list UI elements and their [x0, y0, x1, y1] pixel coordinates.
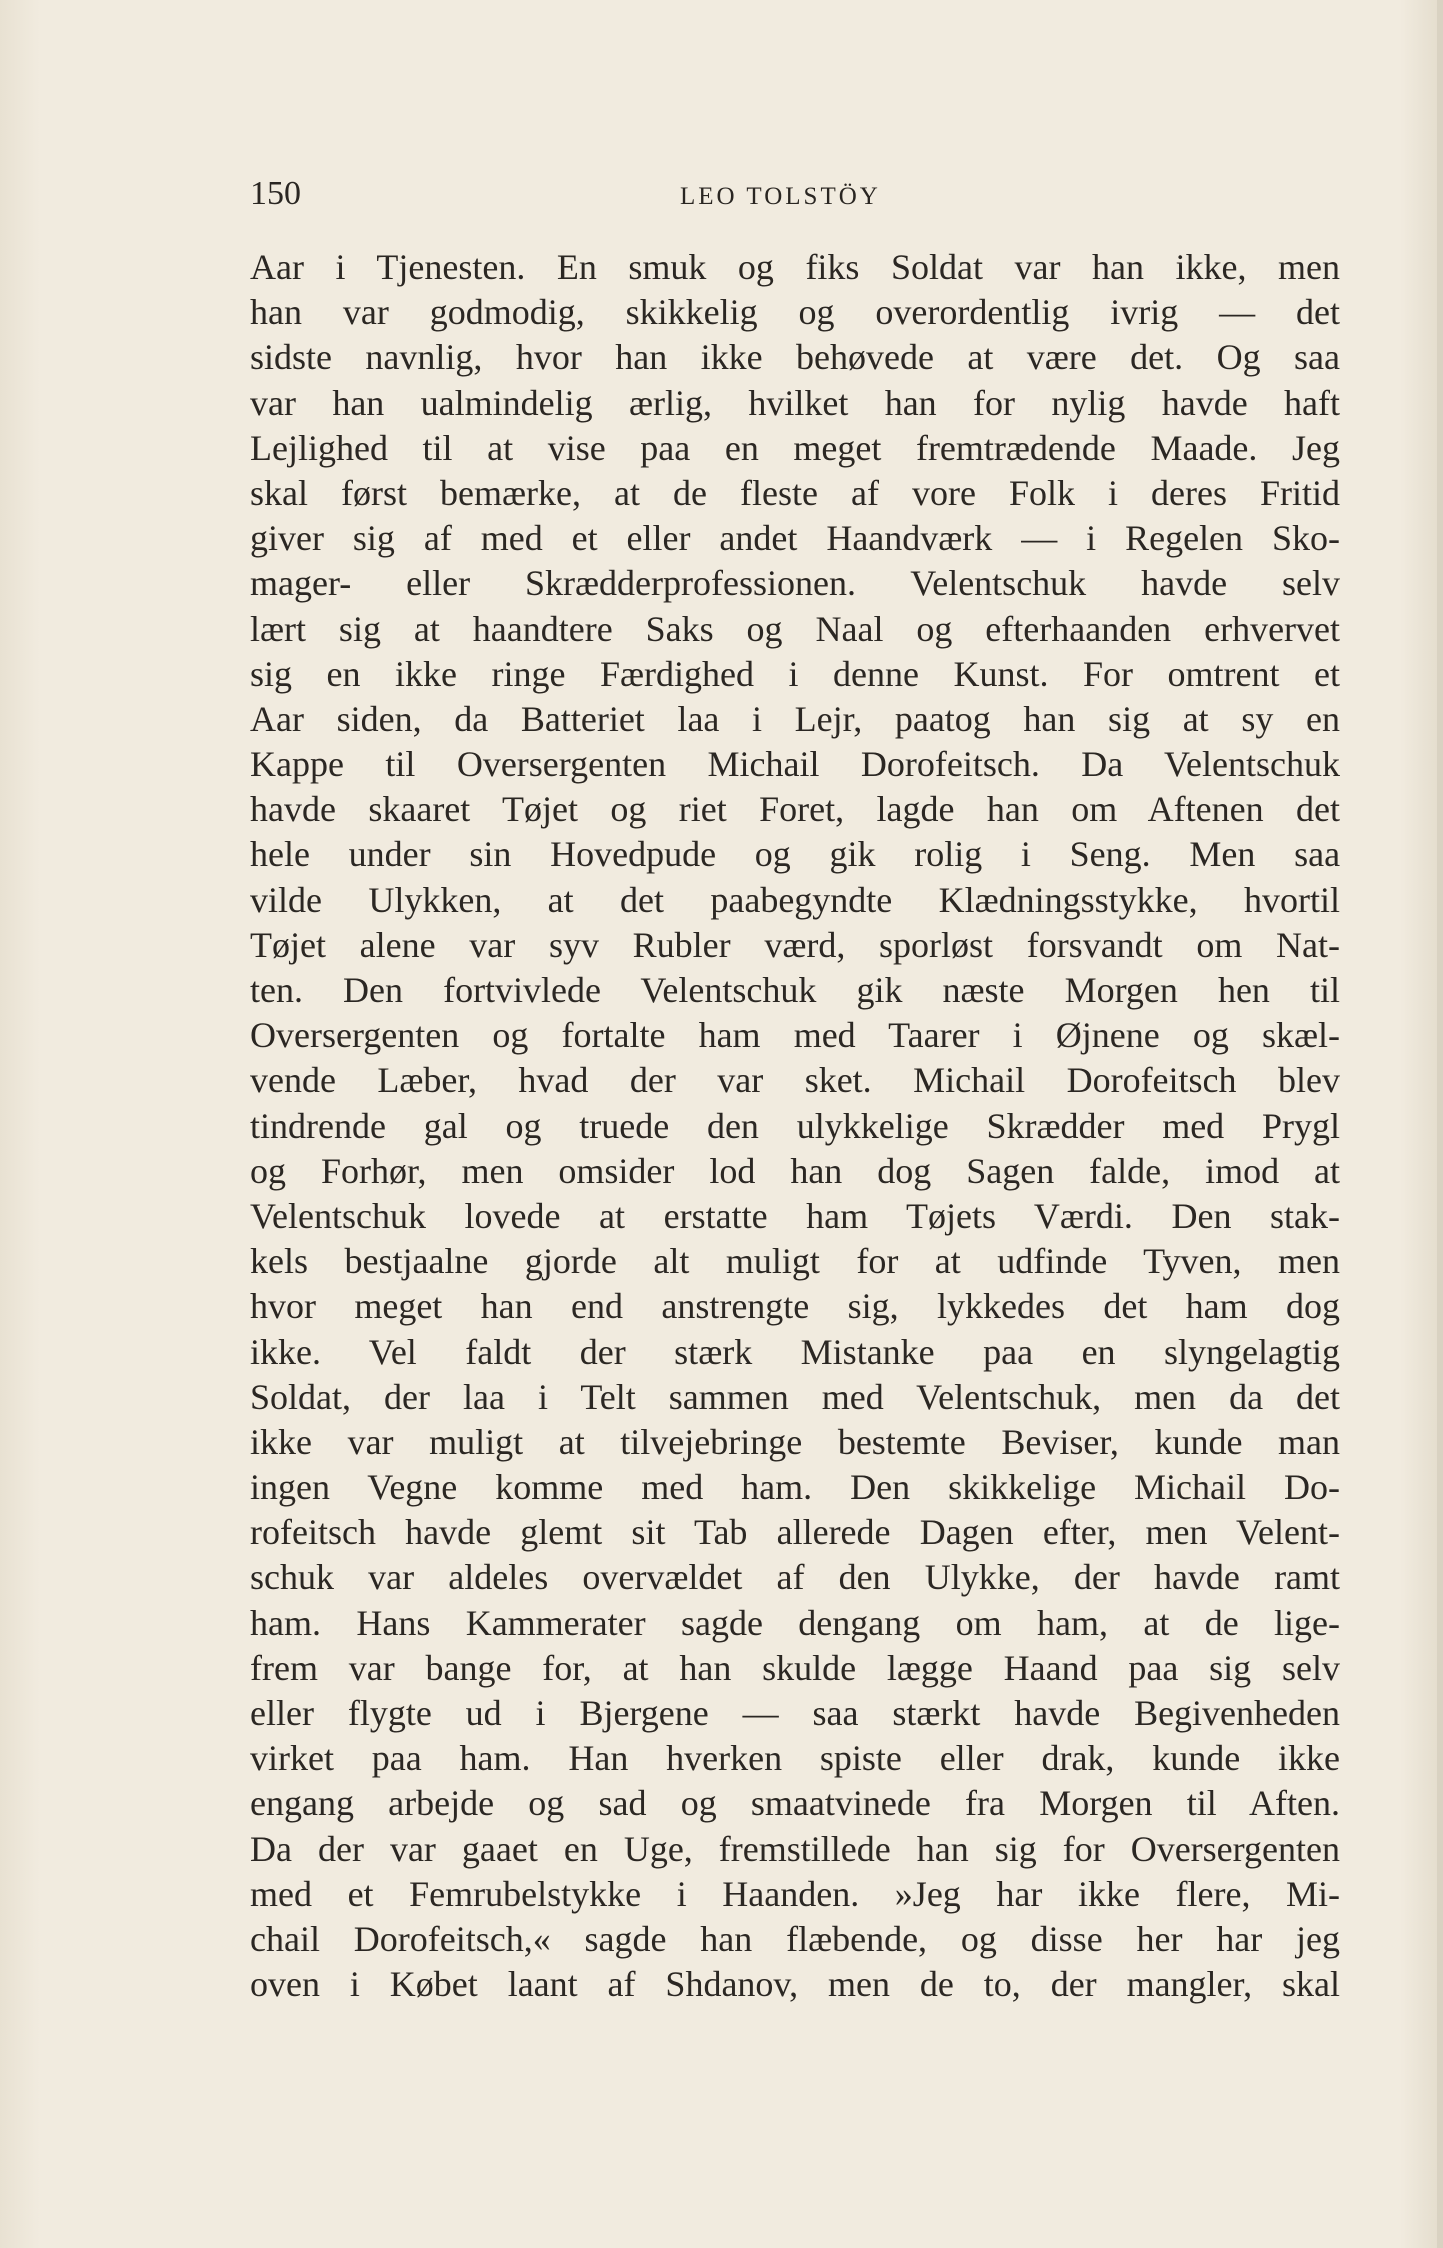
text-line: oven i Købet laant af Shdanov, men de to, der mangler, skal	[250, 1964, 1340, 2005]
text-line: ingen Vegne komme med ham. Den skikkelige Michail Do-	[250, 1467, 1340, 1508]
text-line: Tøjet alene var syv Rubler værd, sporløst forsvandt om Nat-	[250, 924, 1341, 965]
text-line: schuk var aldeles overvældet af den Ulykke, der havde ramt	[250, 1557, 1341, 1598]
body-text	[250, 245, 1340, 2007]
text-line: mager- eller Skrædderprofessionen. Velentschuk havde selv	[250, 563, 1340, 604]
text-line: lært sig at haandtere Saks og Naal og efterhaanden erhvervet	[250, 608, 1341, 649]
text-line: Soldat, der laa i Telt sammen med Velentschuk, men da det	[250, 1376, 1341, 1417]
text-line: hele under sin Hovedpude og gik rolig i Seng. Men saa	[250, 834, 1341, 875]
text-line: havde skaaret Tøjet og riet Foret, lagde han om Aftenen det	[250, 789, 1340, 830]
page-number: 150	[250, 175, 301, 212]
text-line: hvor meget han end anstrengte sig, lykkedes det ham dog	[250, 1286, 1341, 1327]
text-line: ikke. Vel faldt der stærk Mistanke paa en slyngelagtig	[250, 1331, 1340, 1372]
text-line: chail Dorofeitsch,« sagde han flæbende, og disse her har jeg	[250, 1918, 1341, 1959]
text-line: tindrende gal og truede den ulykkelige Skrædder med Prygl	[250, 1105, 1340, 1146]
text-line: Lejlighed til at vise paa en meget fremtrædende Maade. Jeg	[250, 427, 1340, 468]
text-line: Oversergenten og fortalte ham med Taarer i Øjnene og skæl-	[250, 1015, 1341, 1056]
text-line: virket paa ham. Han hverken spiste eller drak, kunde ikke	[250, 1738, 1340, 1779]
text-line: og Forhør, men omsider lod han dog Sagen falde, imod at	[250, 1150, 1341, 1191]
text-line: ten. Den fortvivlede Velentschuk gik næste Morgen hen til	[250, 970, 1340, 1010]
text-line: Da der var gaaet en Uge, fremstillede han sig for Oversergenten	[250, 1828, 1340, 1869]
text-line: sig en ikke ringe Færdighed i denne Kunst. For omtrent et	[250, 653, 1340, 694]
text-line: eller flygte ud i Bjergene — saa stærkt havde Begivenheden	[250, 1693, 1340, 1733]
text-line: ham. Hans Kammerater sagde dengang om ham, at de lige-	[250, 1602, 1341, 1643]
text-line: vilde Ulykken, at det paabegyndte Klædningsstykke, hvortil	[250, 879, 1341, 920]
text-line: kels bestjaalne gjorde alt muligt for at udfinde Tyven, men	[250, 1241, 1340, 1282]
page-edge	[1437, 0, 1443, 2248]
page-header	[250, 175, 1340, 215]
text-line: med et Femrubelstykke i Haanden. »Jeg har ikke flere, Mi-	[250, 1873, 1341, 1914]
text-line: var han ualmindelig ærlig, hvilket han for nylig havde haft	[250, 382, 1341, 423]
text-line: engang arbejde og sad og smaatvinede fra Morgen til Aften.	[250, 1783, 1340, 1824]
text-line: ikke var muligt at tilvejebringe bestemte Beviser, kunde man	[250, 1421, 1341, 1462]
text-line: giver sig af med et eller andet Haandværk — i Regelen Sko-	[250, 518, 1340, 559]
text-line: han var godmodig, skikkelig og overordentlig ivrig — det	[250, 292, 1340, 333]
text-line: Velentschuk lovede at erstatte ham Tøjets Værdi. Den stak-	[250, 1195, 1341, 1236]
text-line: Aar i Tjenesten. En smuk og fiks Soldat var han ikke, men	[250, 247, 1340, 287]
text-line: skal først bemærke, at de fleste af vore Folk i deres Fritid	[250, 472, 1341, 513]
text-line: sidste navnlig, hvor han ikke behøvede at være det. Og saa	[250, 337, 1340, 378]
text-line: vende Læber, hvad der var sket. Michail Dorofeitsch blev	[250, 1060, 1340, 1101]
running-head: LEO TOLSTÖY	[680, 183, 881, 210]
text-line: Kappe til Oversergenten Michail Dorofeitsch. Da Velentschuk	[250, 744, 1340, 785]
text-line: frem var bange for, at han skulde lægge Haand paa sig selv	[250, 1647, 1340, 1688]
text-line: rofeitsch havde glemt sit Tab allerede Dagen efter, men Velent-	[250, 1512, 1340, 1553]
text-line: Aar siden, da Batteriet laa i Lejr, paatog han sig at sy en	[250, 698, 1340, 739]
